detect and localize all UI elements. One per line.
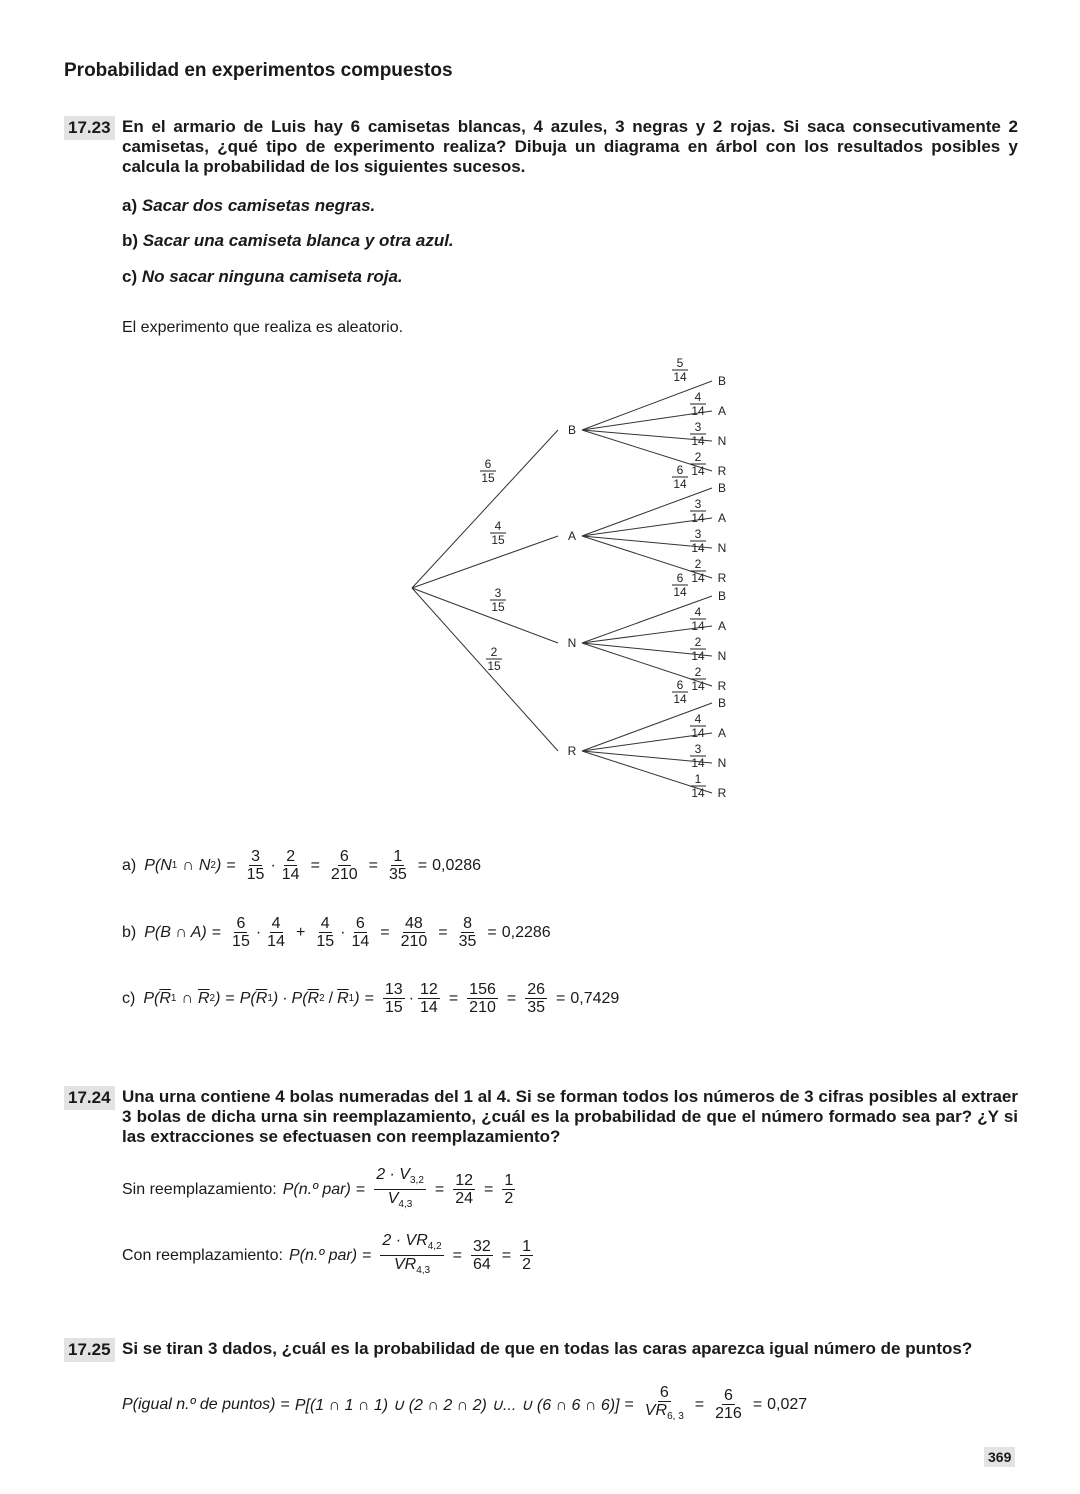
first-branch-line (412, 588, 558, 751)
second-branch-fraction-denominator: 14 (691, 619, 705, 633)
first-branch-fraction-denominator: 15 (491, 533, 505, 547)
first-branch-fraction-numerator: 3 (494, 586, 502, 600)
second-branch-fraction-denominator: 14 (691, 726, 705, 740)
second-branch-fraction-numerator: 3 (694, 497, 702, 511)
leaf-label-B: B (717, 696, 727, 710)
first-branch-fraction-numerator: 4 (494, 519, 502, 533)
second-branch-fraction-denominator: 14 (691, 511, 705, 525)
second-branch-fraction-numerator: 2 (694, 450, 702, 464)
leaf-label-N: N (717, 434, 727, 448)
question-number: 17.24 (64, 1086, 115, 1110)
second-branch-fraction-denominator: 14 (673, 370, 687, 384)
second-branch-fraction-numerator: 3 (694, 420, 702, 434)
leaf-label-B: B (717, 589, 727, 603)
second-branch-fraction-denominator: 14 (691, 649, 705, 663)
leaf-label-N: N (717, 756, 727, 770)
subquestion-b: b) Sacar una camiseta blanca y otra azul. (122, 231, 454, 250)
solution-con-reemplazamiento: Con reemplazamiento: P(n.º par) = $\frac{2 \cdot VR_{4,2}}{VR_{4,3}}$ = $\frac{32}{64}$ = $\frac{1}{2}$ (122, 1232, 532, 1277)
second-branch-fraction-denominator: 14 (691, 404, 705, 418)
second-branch-fraction-denominator: 14 (691, 756, 705, 770)
second-branch-fraction-denominator: 14 (691, 541, 705, 555)
leaf-label-A: A (717, 619, 727, 633)
question-text: En el armario de Luis hay 6 camisetas blancas, 4 azules, 3 negras y 2 rojas. Si saca consecutivamente 2 camisetas, ¿qué tipo de experimento realiza? Dibuja un diagrama en árbol con los resultados posibles y calcula la probabilidad de los siguientes sucesos. (122, 117, 1018, 176)
first-branch-line (412, 536, 558, 588)
answer-intro: El experimento que realiza es aleatorio. (122, 319, 404, 336)
second-branch-fraction-numerator: 2 (694, 557, 702, 571)
solution-sin-reemplazamiento: Sin reemplazamiento: P(n.º par) = $\frac{2 \cdot V_{3,2}}{V_{4,3}}$ = $\frac{12}{24}$ = $\frac{1}{2}$ (122, 1166, 514, 1211)
second-branch-fraction-denominator: 14 (673, 585, 687, 599)
first-branch-fraction-numerator: 6 (484, 457, 492, 471)
second-branch-fraction-numerator: 5 (676, 356, 684, 370)
second-branch-fraction-numerator: 4 (694, 712, 702, 726)
first-branch-fraction-denominator: 15 (487, 659, 501, 673)
second-branch-fraction-numerator: 6 (676, 571, 684, 585)
solution-b: b) P(B ∩ A) = $\frac{6}{15}$ · $\frac{4}{14}$ + $\frac{4}{15}$ · $\frac{6}{14}$ = $\frac{48}{210}$ = $\frac{8}{35}$ = 0,2286 (122, 915, 551, 950)
question-number: 17.23 (64, 116, 115, 140)
second-branch-fraction-denominator: 14 (691, 434, 705, 448)
second-branch-fraction-denominator: 14 (691, 464, 705, 478)
leaf-label-N: N (717, 649, 727, 663)
second-branch-fraction-numerator: 2 (694, 635, 702, 649)
leaf-label-A: A (717, 511, 727, 525)
leaf-label-R: R (717, 464, 727, 478)
second-branch-fraction-denominator: 14 (691, 679, 705, 693)
node-label-B: B (567, 423, 577, 437)
page-number: 369 (984, 1447, 1015, 1467)
second-branch-fraction-numerator: 4 (694, 390, 702, 404)
leaf-label-N: N (717, 541, 727, 555)
first-branch-fraction-denominator: 15 (491, 600, 505, 614)
solution-dados: P(igual n.º de puntos) = P[(1 ∩ 1 ∩ 1) ∪ (2 ∩ 2 ∩ 2) ∪... ∪ (6 ∩ 6 ∩ 6)] = $\frac{6}{VR_{6, 3}}$ = $\frac{6}{216}$ = 0,027 (122, 1384, 808, 1423)
first-branch-fraction-numerator: 2 (490, 645, 498, 659)
subquestion-c: c) No sacar ninguna camiseta roja. (122, 267, 403, 286)
second-branch-fraction-numerator: 3 (694, 742, 702, 756)
leaf-label-B: B (717, 374, 727, 388)
second-branch-fraction-numerator: 6 (676, 678, 684, 692)
second-branch-fraction-numerator: 6 (676, 463, 684, 477)
second-branch-fraction-denominator: 14 (691, 786, 705, 800)
solution-a: a) P(N 1 ∩ N 2 ) = $\frac{3}{15}$ · $\frac{2}{14}$ = $\frac{6}{210}$ = $\frac{1}{35}$ = 0,0286 (122, 848, 482, 883)
second-branch-fraction-denominator: 14 (691, 571, 705, 585)
solution-c: c) P( $\overline{R}$ 1 ∩ $\overline{R}$ 2 ) = P( $\overline{R}$ 1 ) · P( $\overline{R}$ 2 / $\overline{R}$ 1 ) = $\frac{13}{15}$ · $\frac{12}{14}$ = $\frac{156}{210}$ = $\frac{26}{35}$ = 0,7429 (122, 981, 620, 1016)
second-branch-fraction-denominator: 14 (673, 477, 687, 491)
node-label-R: R (567, 744, 577, 758)
leaf-label-A: A (717, 726, 727, 740)
leaf-label-A: A (717, 404, 727, 418)
second-branch-fraction-numerator: 2 (694, 665, 702, 679)
section-title: Probabilidad en experimentos compuestos (64, 60, 453, 81)
second-branch-fraction-denominator: 14 (673, 692, 687, 706)
question-text: Una urna contiene 4 bolas numeradas del 1 al 4. Si se forman todos los números de 3 cifras posibles al extraer 3 bolas de dicha urna sin reemplazamiento, ¿cuál es la probabilidad de que el número formado sea par? ¿Y si las extracciones se efectuasen con reemplazamiento? (122, 1087, 1018, 1146)
first-branch-line (412, 430, 558, 588)
first-branch-fraction-denominator: 15 (481, 471, 495, 485)
subquestion-a: a) Sacar dos camisetas negras. (122, 196, 376, 215)
second-branch-fraction-numerator: 3 (694, 527, 702, 541)
leaf-label-R: R (717, 679, 727, 693)
leaf-label-B: B (717, 481, 727, 495)
second-branch-fraction-numerator: 1 (694, 772, 702, 786)
question-number: 17.25 (64, 1338, 115, 1362)
first-branch-line (412, 588, 558, 643)
second-branch-fraction-numerator: 4 (694, 605, 702, 619)
leaf-label-R: R (717, 571, 727, 585)
question-text: Si se tiran 3 dados, ¿cuál es la probabilidad de que en todas las caras aparezca igual número de puntos? (122, 1339, 973, 1358)
leaf-label-R: R (717, 786, 727, 800)
node-label-N: N (567, 636, 577, 650)
node-label-A: A (567, 529, 577, 543)
